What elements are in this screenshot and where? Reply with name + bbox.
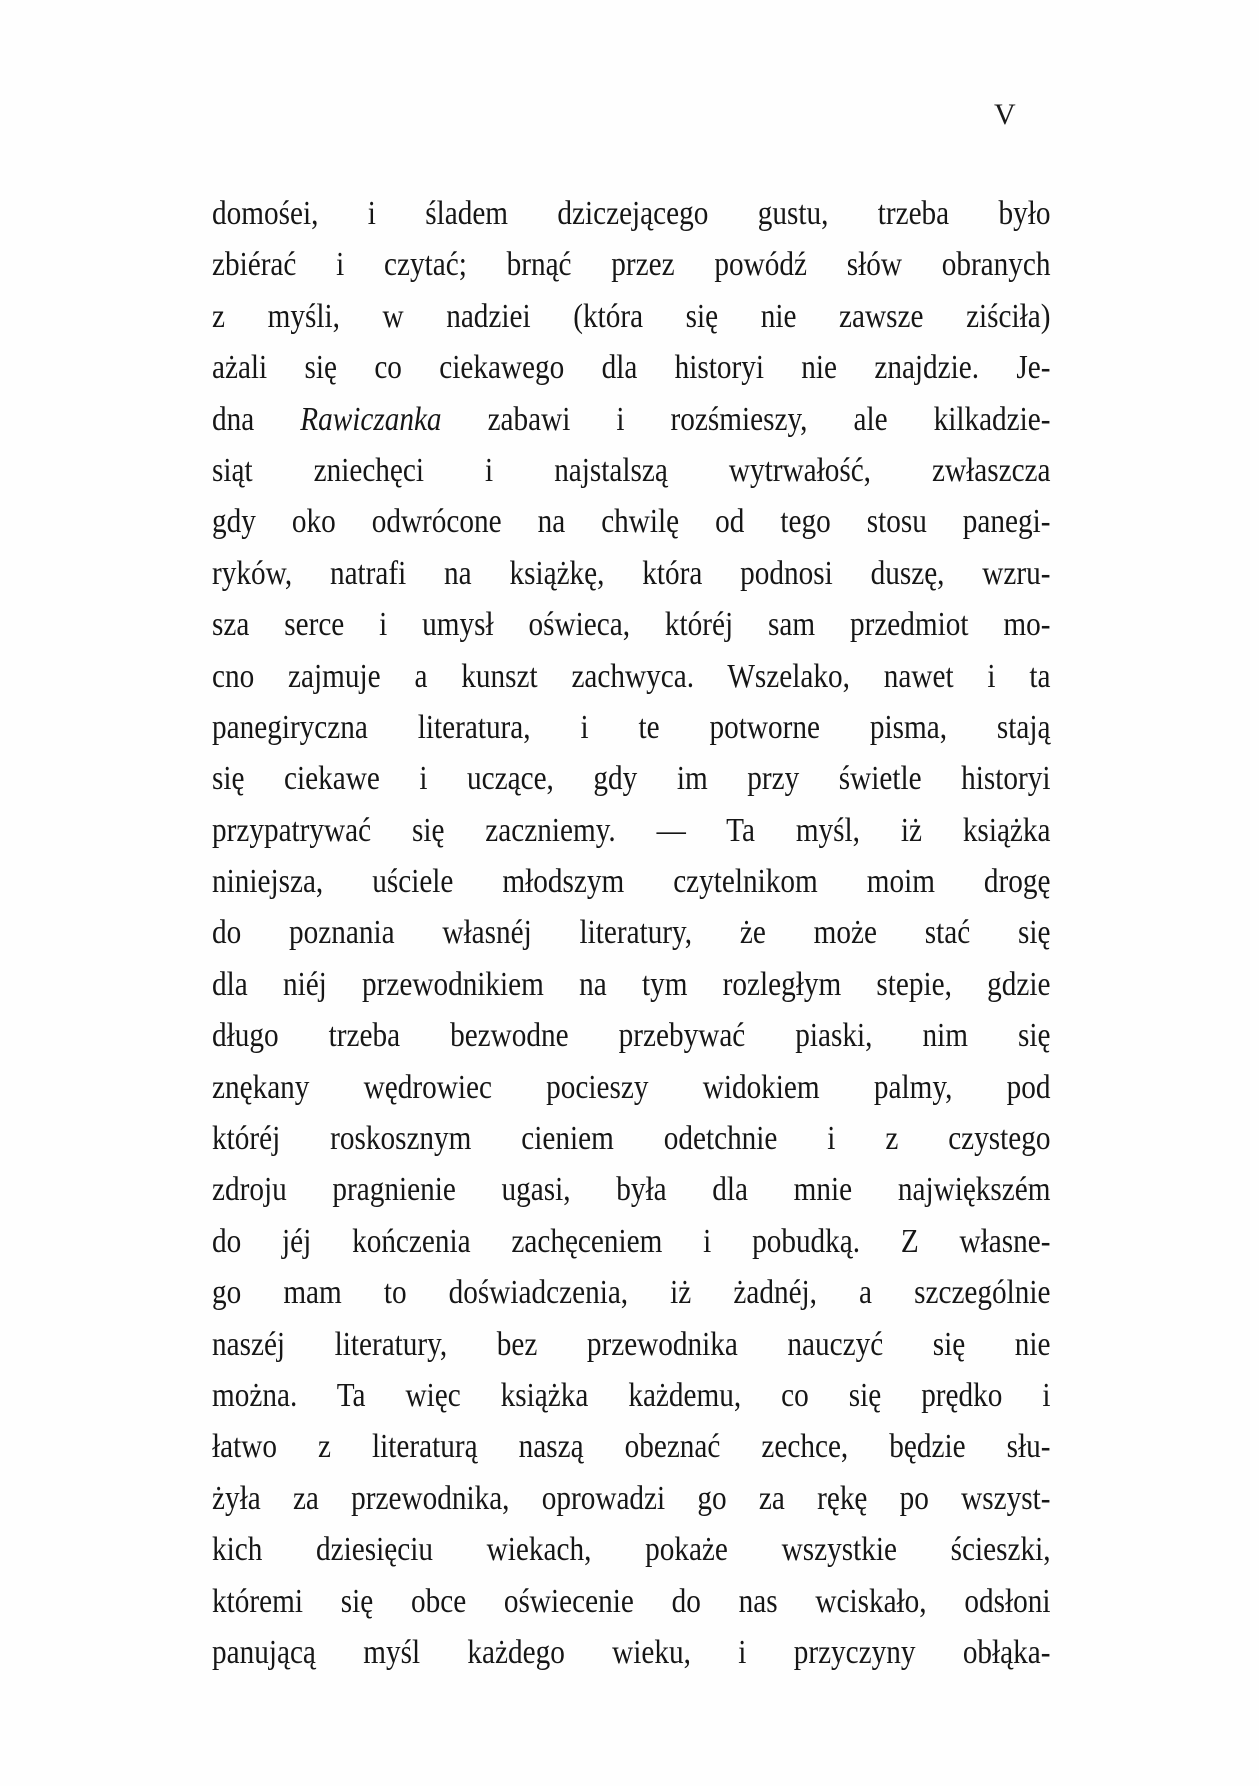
text-line: można. Ta więc książka każdemu, co się prędko i bbox=[212, 1376, 1051, 1414]
text-line: gdy oko odwrócone na chwilę od tego stosu panegi- bbox=[212, 503, 1051, 541]
text-line: łatwo z literaturą naszą obeznać zechce, będzie słu- bbox=[212, 1428, 1051, 1466]
text-line: długo trzeba bezwodne przebywać piaski, nim się bbox=[212, 1017, 1051, 1055]
body-text bbox=[212, 188, 1051, 1678]
text-line: do jéj kończenia zachęceniem i pobudką. Z własne- bbox=[212, 1222, 1051, 1260]
text-line: ażali się co ciekawego dla historyi nie znajdzie. Je- bbox=[212, 349, 1051, 387]
text-line: domośei, i śladem dziczejącego gustu, trzeba było bbox=[212, 195, 1051, 232]
text-line: z myśli, w nadziei (która się nie zawsze ziściła) bbox=[212, 297, 1051, 335]
text-line: zdroju pragnienie ugasi, była dla mnie największém bbox=[212, 1171, 1051, 1209]
text-line: sza serce i umysł oświeca, któréj sam przedmiot mo- bbox=[212, 606, 1051, 644]
text-fragment: zabawi i rozśmieszy, ale kilkadzie- bbox=[441, 400, 1051, 438]
text-line: niniejsza, uściele młodszym czytelnikom moim drogę bbox=[212, 863, 1051, 901]
text-line: panującą myśl każdego wieku, i przyczyny obłąka- bbox=[212, 1633, 1051, 1671]
text-line: żyła za przewodnika, oprowadzi go za rękę po wszyst- bbox=[212, 1479, 1051, 1517]
text-line: panegiryczna literatura, i te potworne pisma, stają bbox=[212, 708, 1051, 746]
italic-title: Rawiczanka bbox=[300, 400, 442, 438]
text-line: siąt zniechęci i najstalszą wytrwałość, zwłaszcza bbox=[212, 451, 1051, 489]
text-line: przypatrywać się zaczniemy. — Ta myśl, iż książka bbox=[212, 811, 1051, 849]
text-line: się ciekawe i uczące, gdy im przy świetle historyi bbox=[212, 760, 1051, 798]
text-line: zbiérać i czytać; brnąć przez powódź słów obranych bbox=[212, 246, 1051, 284]
text-line: cno zajmuje a kunszt zachwyca. Wszelako, nawet i ta bbox=[212, 657, 1051, 695]
text-line: do poznania własnéj literatury, że może stać się bbox=[212, 914, 1051, 952]
text-fragment: dna bbox=[212, 400, 301, 438]
text-line: któréj roskosznym cieniem odetchnie i z czystego bbox=[212, 1120, 1051, 1158]
text-line: naszéj literatury, bez przewodnika nauczyć się nie bbox=[212, 1325, 1051, 1363]
text-line-with-italic bbox=[212, 394, 1051, 445]
page-number: V bbox=[994, 98, 1017, 131]
text-line: któremi się obce oświecenie do nas wciskało, odsłoni bbox=[212, 1582, 1051, 1620]
text-line: go mam to doświadczenia, iż żadnéj, a szczególnie bbox=[212, 1274, 1051, 1312]
text-line: ryków, natrafi na książkę, która podnosi duszę, wzru- bbox=[212, 554, 1051, 592]
text-line: dla niéj przewodnikiem na tym rozległym stepie, gdzie bbox=[212, 965, 1051, 1003]
text-line: znękany wędrowiec pocieszy widokiem palmy, pod bbox=[212, 1068, 1051, 1106]
text-line: kich dziesięciu wiekach, pokaże wszystkie ścieszki, bbox=[212, 1531, 1051, 1569]
